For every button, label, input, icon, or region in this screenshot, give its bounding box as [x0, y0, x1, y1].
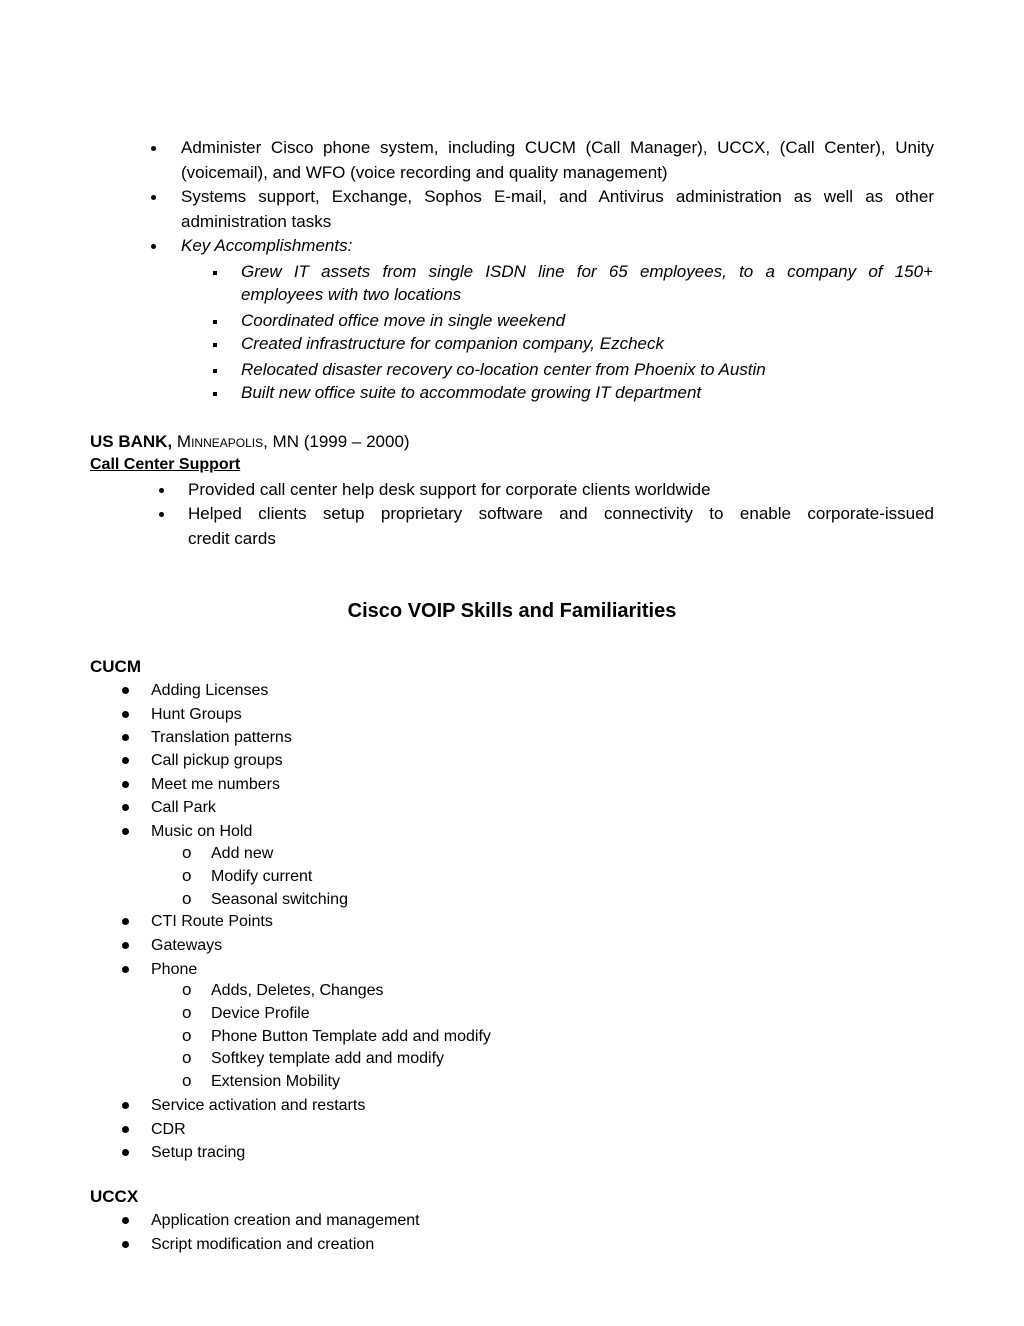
- bullet-icon: [122, 781, 129, 788]
- bullet-icon: [122, 1217, 129, 1224]
- bullet-text: Administer Cisco phone system, including CUCM (Call Manager), UCCX, (Call Center), Unity: [181, 138, 934, 157]
- sub-skill-item: Phone Button Template add and modify: [211, 1028, 491, 1045]
- bullet-text: Provided call center help desk support for corporate clients worldwide: [188, 480, 711, 499]
- bullet-icon: [122, 1241, 129, 1248]
- bullet-icon: [122, 1102, 129, 1109]
- skill-item: CTI Route Points: [151, 913, 273, 930]
- sub-skill-item: Add new: [211, 845, 274, 862]
- square-bullet-icon: [213, 271, 217, 275]
- circle-bullet-icon: o: [182, 980, 192, 999]
- skill-item: Phone: [151, 961, 198, 978]
- skill-item: Setup tracing: [151, 1144, 246, 1161]
- bullet-icon: [122, 828, 129, 835]
- circle-bullet-icon: o: [182, 843, 192, 862]
- bullet-icon: [122, 1126, 129, 1133]
- sub-skill-item: Modify current: [211, 868, 313, 885]
- bullet-text: Key Accomplishments:: [181, 236, 353, 255]
- bullet-icon: [122, 966, 129, 973]
- skills-title: Cisco VOIP Skills and Familiarities: [347, 600, 677, 622]
- bullet-icon: [122, 734, 129, 741]
- skill-item: Service activation and restarts: [151, 1097, 366, 1114]
- bullet-icon: [122, 711, 129, 718]
- accomplishment-text: Grew IT assets from single ISDN line for 65 employees, to a company of 150+: [241, 262, 933, 281]
- bullet-text: Helped clients setup proprietary software and connectivity to enable corporate-issued: [188, 504, 934, 523]
- job-header: [90, 430, 410, 454]
- bullet-text: credit cards: [188, 529, 276, 548]
- accomplishment-text: Coordinated office move in single weekend: [241, 311, 566, 330]
- skill-item: Music on Hold: [151, 823, 253, 840]
- accomplishment-text: employees with two locations: [241, 285, 462, 304]
- bullet-icon: [122, 1149, 129, 1156]
- accomplishment-text: Built new office suite to accommodate growing IT department: [241, 383, 702, 402]
- skill-item: Hunt Groups: [151, 706, 242, 723]
- square-bullet-icon: [213, 369, 217, 373]
- bullet-text: Systems support, Exchange, Sophos E-mail, and Antivirus administration as well as other: [181, 187, 934, 206]
- accomplishment-text: Created infrastructure for companion company, Ezcheck: [241, 334, 664, 353]
- accomplishment-text: Relocated disaster recovery co-location center from Phoenix to Austin: [241, 360, 766, 379]
- skill-item: Gateways: [151, 937, 223, 954]
- circle-bullet-icon: o: [182, 866, 192, 885]
- company-name: US BANK,: [90, 432, 173, 451]
- sub-skill-item: Seasonal switching: [211, 891, 348, 908]
- skill-item: CDR: [151, 1121, 186, 1138]
- sub-skill-item: Adds, Deletes, Changes: [211, 982, 384, 999]
- square-bullet-icon: [213, 320, 217, 324]
- uccx-heading: UCCX: [90, 1187, 139, 1206]
- bullet-icon: [151, 195, 156, 200]
- circle-bullet-icon: o: [182, 1048, 192, 1067]
- cucm-heading: CUCM: [90, 657, 141, 676]
- sub-skill-item: Device Profile: [211, 1005, 310, 1022]
- skill-item: Call Park: [151, 799, 216, 816]
- bullet-icon: [122, 942, 129, 949]
- skill-item: Adding Licenses: [151, 682, 269, 699]
- bullet-icon: [122, 918, 129, 925]
- skill-item: Call pickup groups: [151, 752, 283, 769]
- bullet-icon: [151, 244, 156, 249]
- square-bullet-icon: [213, 392, 217, 396]
- square-bullet-icon: [213, 343, 217, 347]
- bullet-icon: [122, 804, 129, 811]
- circle-bullet-icon: o: [182, 1026, 192, 1045]
- bullet-text: (voicemail), and WFO (voice recording and quality management): [181, 163, 668, 182]
- job-location: Minneapolis: [176, 432, 264, 451]
- skill-item: Translation patterns: [151, 729, 292, 746]
- bullet-icon: [151, 146, 156, 151]
- bullet-text: administration tasks: [181, 212, 332, 231]
- circle-bullet-icon: o: [182, 1071, 192, 1090]
- bullet-icon: [159, 512, 164, 517]
- bullet-icon: [159, 488, 164, 493]
- sub-skill-item: Softkey template add and modify: [211, 1050, 445, 1067]
- bullet-icon: [122, 687, 129, 694]
- bullet-icon: [122, 757, 129, 764]
- skill-item: Script modification and creation: [151, 1236, 375, 1253]
- sub-skill-item: Extension Mobility: [211, 1073, 340, 1090]
- circle-bullet-icon: o: [182, 1003, 192, 1022]
- job-role: Call Center Support: [90, 456, 241, 473]
- job-dates: , MN (1999 – 2000): [263, 432, 410, 451]
- circle-bullet-icon: o: [182, 889, 192, 908]
- skill-item: Application creation and management: [151, 1212, 420, 1229]
- skill-item: Meet me numbers: [151, 776, 280, 793]
